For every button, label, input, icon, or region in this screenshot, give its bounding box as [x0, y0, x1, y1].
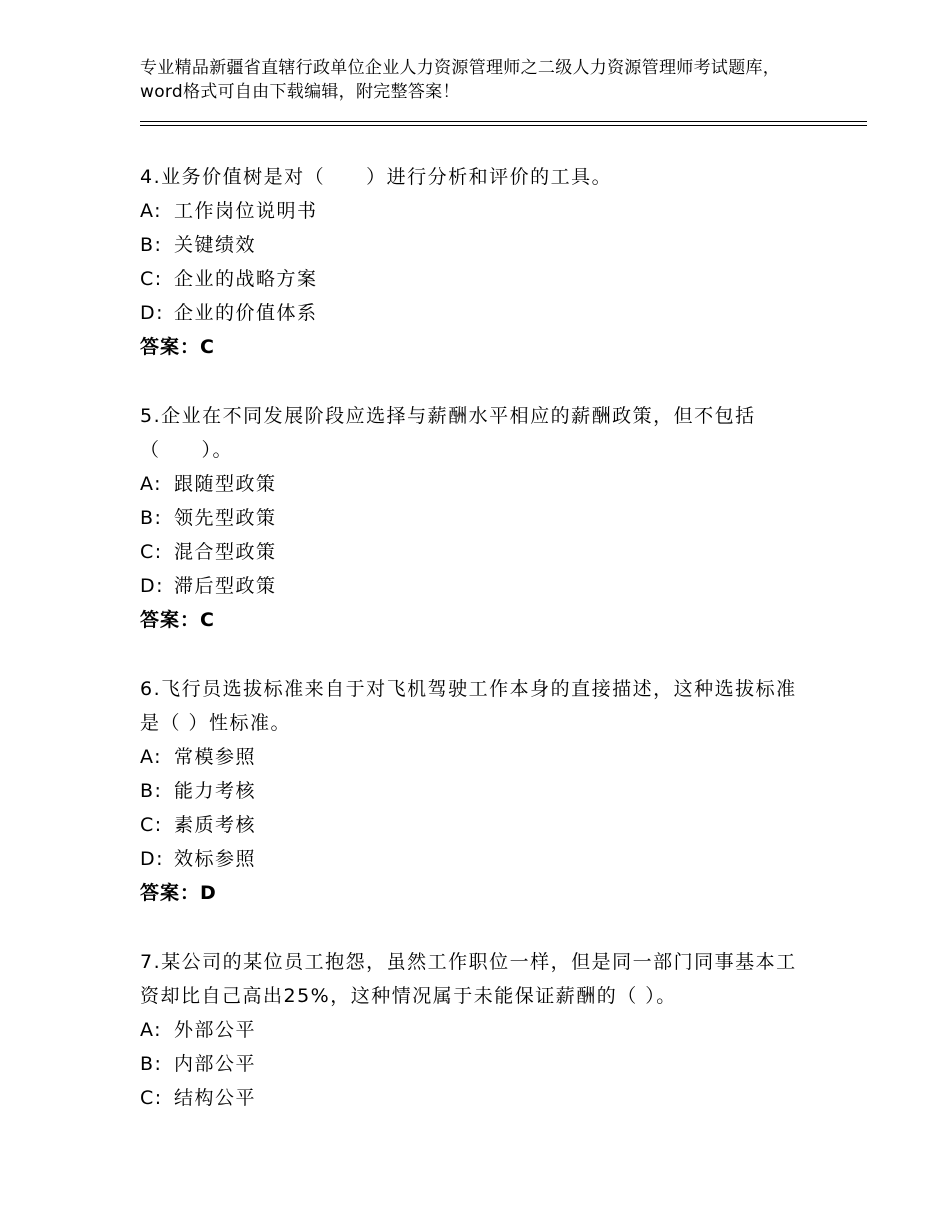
option-text: 能力考核	[174, 780, 257, 802]
option-a	[140, 194, 810, 228]
option-text: 结构公平	[174, 1087, 257, 1109]
question-5	[140, 399, 810, 637]
option-label: A:	[140, 473, 163, 495]
option-b	[140, 1047, 810, 1081]
document-header: 专业精品新疆省直辖行政单位企业人力资源管理师之二级人力资源管理师考试题库，word格式可自由下载编辑，附完整答案！	[140, 58, 781, 102]
option-a	[140, 740, 810, 774]
option-d	[140, 569, 810, 603]
option-text: 混合型政策	[174, 541, 277, 563]
option-label: A:	[140, 746, 163, 768]
option-a	[140, 1013, 810, 1047]
answer: 答案：C	[140, 336, 215, 358]
option-label: D:	[140, 575, 165, 597]
question-6	[140, 672, 810, 910]
option-text: 素质考核	[174, 814, 257, 836]
option-text: 外部公平	[174, 1019, 257, 1041]
option-label: B:	[140, 234, 163, 256]
option-text: 领先型政策	[174, 507, 277, 529]
option-c	[140, 535, 810, 569]
question-stem: 7.某公司的某位员工抱怨，虽然工作职位一样，但是同一部门同事基本工资却比自己高出25%，这种情况属于未能保证薪酬的（ ）。	[140, 951, 797, 1007]
option-text: 效标参照	[174, 848, 257, 870]
option-text: 企业的价值体系	[174, 302, 318, 324]
option-label: C:	[140, 814, 163, 836]
option-b	[140, 501, 810, 535]
option-b	[140, 774, 810, 808]
option-c	[140, 1081, 810, 1115]
option-a	[140, 467, 810, 501]
answer: 答案：C	[140, 609, 215, 631]
option-text: 跟随型政策	[174, 473, 277, 495]
option-d	[140, 296, 810, 330]
option-text: 常模参照	[174, 746, 257, 768]
option-label: C:	[140, 268, 163, 290]
option-text: 内部公平	[174, 1053, 257, 1075]
question-7	[140, 945, 810, 1115]
option-text: 关键绩效	[174, 234, 257, 256]
option-label: D:	[140, 302, 165, 324]
header-divider-bottom	[140, 125, 867, 126]
option-b	[140, 228, 810, 262]
option-c	[140, 262, 810, 296]
option-label: B:	[140, 1053, 163, 1075]
option-text: 工作岗位说明书	[174, 200, 318, 222]
question-stem: 4.业务价值树是对（ ）进行分析和评价的工具。	[140, 166, 613, 188]
option-label: C:	[140, 541, 163, 563]
header-divider-top	[140, 121, 867, 122]
option-c	[140, 808, 810, 842]
answer: 答案：D	[140, 882, 217, 904]
option-text: 滞后型政策	[174, 575, 277, 597]
option-label: D:	[140, 848, 165, 870]
question-4	[140, 160, 810, 364]
question-stem: 6.飞行员选拔标准来自于对飞机驾驶工作本身的直接描述，这种选拔标准是（ ）性标准。	[140, 678, 797, 734]
option-d	[140, 842, 810, 876]
option-label: A:	[140, 1019, 163, 1041]
option-label: C:	[140, 1087, 163, 1109]
question-stem: 5.企业在不同发展阶段应选择与薪酬水平相应的薪酬政策，但不包括（ ）。	[140, 405, 756, 461]
option-label: B:	[140, 507, 163, 529]
option-text: 企业的战略方案	[174, 268, 318, 290]
option-label: A:	[140, 200, 163, 222]
option-label: B:	[140, 780, 163, 802]
